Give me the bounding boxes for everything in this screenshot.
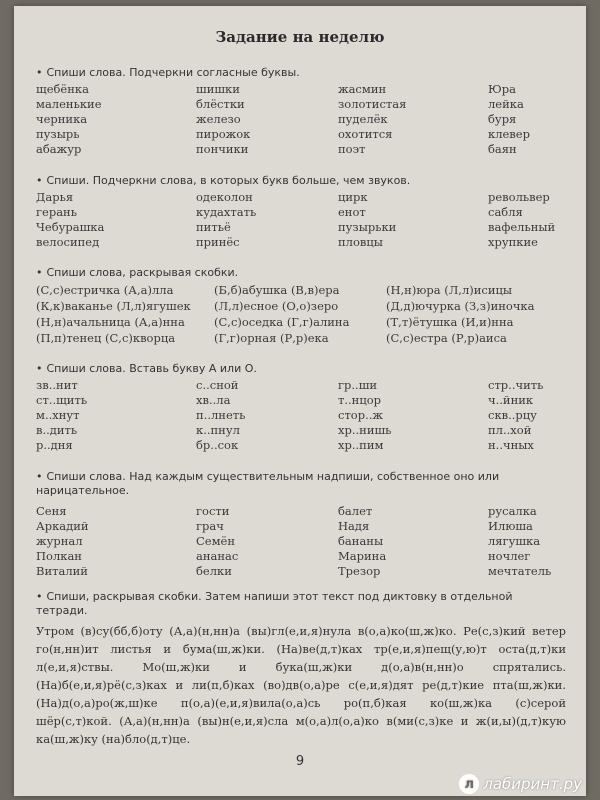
word: Сеня (36, 504, 67, 518)
word: белки (196, 564, 232, 578)
word: Дарья (36, 190, 74, 204)
word: пл..хой (488, 423, 532, 437)
word: Семён (196, 534, 236, 548)
word: клевер (488, 127, 530, 141)
task-6-instruction: Спиши, раскрывая скобки. Затем напиши этот текст под диктовку в отдельной тетради. (36, 590, 513, 617)
word: (П,п)тенец (С,с)кворца (36, 331, 176, 345)
word: гр..ши (338, 378, 378, 392)
word-column (36, 378, 196, 453)
word: щебёнка (36, 82, 89, 96)
word: баян (488, 142, 517, 156)
word: хр..пим (338, 438, 384, 452)
word: журнал (36, 534, 83, 548)
word: Илюша (488, 519, 533, 533)
word: Надя (338, 519, 370, 533)
word: п..лнеть (196, 408, 246, 422)
word: (Г,г)орная (Р,р)ека (214, 331, 329, 345)
word: хр..нишь (338, 423, 392, 437)
word: буря (488, 112, 517, 126)
word: балет (338, 504, 373, 518)
word: охотится (338, 127, 393, 141)
word: (Т,т)ётушка (И,и)нна (386, 315, 514, 329)
word: к..пнул (196, 423, 240, 437)
word-column (196, 82, 338, 157)
word: (Д,д)ючурка (З,з)иночка (386, 299, 535, 313)
task-3-instruction: Спиши слова, раскрывая скобки. (46, 266, 239, 279)
word: блёстки (196, 97, 245, 111)
task-5 (36, 470, 566, 579)
word: сабля (488, 205, 523, 219)
word: жасмин (338, 82, 387, 96)
word: хв..ла (196, 393, 231, 407)
word: грач (196, 519, 224, 533)
word: ч..йник (488, 393, 534, 407)
word-column (36, 282, 214, 346)
word-column (214, 282, 386, 346)
word: (Н,н)ачальница (А,а)нна (36, 315, 185, 329)
word: лягушка (488, 534, 541, 548)
word: ст..щить (36, 393, 88, 407)
task-4 (36, 362, 566, 453)
bullet-icon: • (36, 174, 43, 187)
word: (С,с)оседка (Г,г)алина (214, 315, 350, 329)
word-column (488, 82, 588, 157)
word: енот (338, 205, 366, 219)
word-column (488, 504, 588, 579)
word: Чебурашка (36, 220, 105, 234)
word: пончики (196, 142, 249, 156)
word: маленькие (36, 97, 102, 111)
task-6 (36, 590, 566, 748)
word: Аркадий (36, 519, 89, 533)
word: цирк (338, 190, 368, 204)
word: Полкан (36, 549, 82, 563)
word-column (338, 378, 488, 453)
bullet-icon: • (36, 470, 43, 483)
word: бананы (338, 534, 384, 548)
word: ананас (196, 549, 239, 563)
word: абажур (36, 142, 82, 156)
word: н..чных (488, 438, 534, 452)
word: с..сной (196, 378, 239, 392)
word: Юра (488, 82, 516, 96)
word: (Л,л)есное (О,о)зеро (214, 299, 339, 313)
task-2 (36, 174, 566, 250)
task-4-words (36, 378, 566, 453)
word: гости (196, 504, 230, 518)
word-column (488, 190, 588, 250)
watermark (459, 774, 582, 794)
word: в..дить (36, 423, 78, 437)
word: Виталий (36, 564, 88, 578)
bullet-icon: • (36, 590, 43, 603)
task-2-words (36, 190, 566, 250)
word: питьё (196, 220, 231, 234)
word: пузырь (36, 127, 80, 141)
dictation-text: Утром (в)су(бб,б)оту (А,а)(н,нн)а (вы)гл(е,и,я)нула в(о,а)ко(ш,ж)ко. Ре(с,з)кий ветер го(н,нн)ит листья и бума(ш,ж)ки. (На)ве(д,т)ках тр(е,и,я)пещ(у,ю)т оста(д,т)ки л(е,и,я)ствы. Мо(ш,ж)ки и бука(ш,ж)ки д(о,а)в(н,нн)о спрятались. (На)б(е,и,я)рё(с,з)ках и ли(п,б)ках (во)дв(о,а)ре с(е,и,я)дят ре(д,т)кие пта(ш,ж)ки. (На)д(о,а)ро(ж,ш)ке п(о,а)(е,и,я)вила(о,а)сь ро(п,б)кая ко(ш,ж)ка (с)серой шёр(с,т)кой. (А,а)(н,нн)а (вы)н(е,и,я)сла м(о,а)л(о,а)ко в(ми(с,з)ке и ж(и,ы)(д,т)кую ка(ш,ж)ку (на)бло(д,т)це. (36, 624, 566, 746)
word: стр..чить (488, 378, 544, 392)
word: поэт (338, 142, 366, 156)
task-3 (36, 266, 566, 346)
word: черника (36, 112, 88, 126)
word: лейка (488, 97, 524, 111)
word-column (386, 282, 566, 346)
word: мечтатель (488, 564, 552, 578)
word: герань (36, 205, 77, 219)
word: стор..ж (338, 408, 383, 422)
task-1-words (36, 82, 566, 157)
bullet-icon: • (36, 66, 43, 79)
task-5-instruction: Спиши слова. Над каждым существительным надпиши, собственное оно или нарицательное. (36, 470, 500, 497)
word: бр..сок (196, 438, 239, 452)
word: шишки (196, 82, 240, 96)
word-column (488, 378, 588, 453)
word-column (36, 504, 196, 579)
word: скв..рцу (488, 408, 537, 422)
word: м..хнут (36, 408, 80, 422)
word: вафельный (488, 220, 556, 234)
word: (Н,н)юра (Л,л)исицы (386, 283, 513, 297)
task-2-instruction: Спиши. Подчеркни слова, в которых букв больше, чем звуков. (46, 174, 411, 187)
word: Трезор (338, 564, 381, 578)
word: одеколон (196, 190, 253, 204)
word-column (338, 504, 488, 579)
workbook-page (14, 6, 586, 796)
word-column (196, 190, 338, 250)
word: принёс (196, 235, 240, 249)
page-number: 9 (295, 754, 305, 769)
word: пуделёк (338, 112, 388, 126)
task-1 (36, 66, 566, 157)
labirint-logo-icon: л (459, 774, 479, 794)
word: р..дня (36, 438, 73, 452)
page-title: Задание на неделю (215, 28, 385, 46)
watermark-text: лабиринт.ру (483, 775, 582, 793)
word: (К,к)ваканье (Л,л)ягушек (36, 299, 191, 313)
bullet-icon: • (36, 362, 43, 375)
word-column (338, 82, 488, 157)
task-1-instruction: Спиши слова. Подчеркни согласные буквы. (46, 66, 300, 79)
word: пирожок (196, 127, 251, 141)
task-5-words (36, 504, 566, 579)
word: Марина (338, 549, 387, 563)
word: русалка (488, 504, 537, 518)
word-column (338, 190, 488, 250)
word: пузырьки (338, 220, 397, 234)
word: (С,с)естра (Р,р)аиса (386, 331, 507, 345)
word: золотистая (338, 97, 407, 111)
word: кудахтать (196, 205, 257, 219)
task-4-instruction: Спиши слова. Вставь букву А или О. (46, 362, 257, 375)
word: т..нцор (338, 393, 382, 407)
word: велосипед (36, 235, 100, 249)
word: (С,с)естричка (А,а)лла (36, 283, 174, 297)
word: зв..нит (36, 378, 78, 392)
word: ночлег (488, 549, 531, 563)
bullet-icon: • (36, 266, 43, 279)
word-column (196, 504, 338, 579)
word-column (36, 82, 196, 157)
word: пловцы (338, 235, 383, 249)
word: (Б,б)абушка (В,в)ера (214, 283, 340, 297)
word: револьвер (488, 190, 550, 204)
task-3-words (36, 282, 566, 346)
word-column (196, 378, 338, 453)
word-column (36, 190, 196, 250)
word: хрупкие (488, 235, 538, 249)
word: железо (196, 112, 241, 126)
